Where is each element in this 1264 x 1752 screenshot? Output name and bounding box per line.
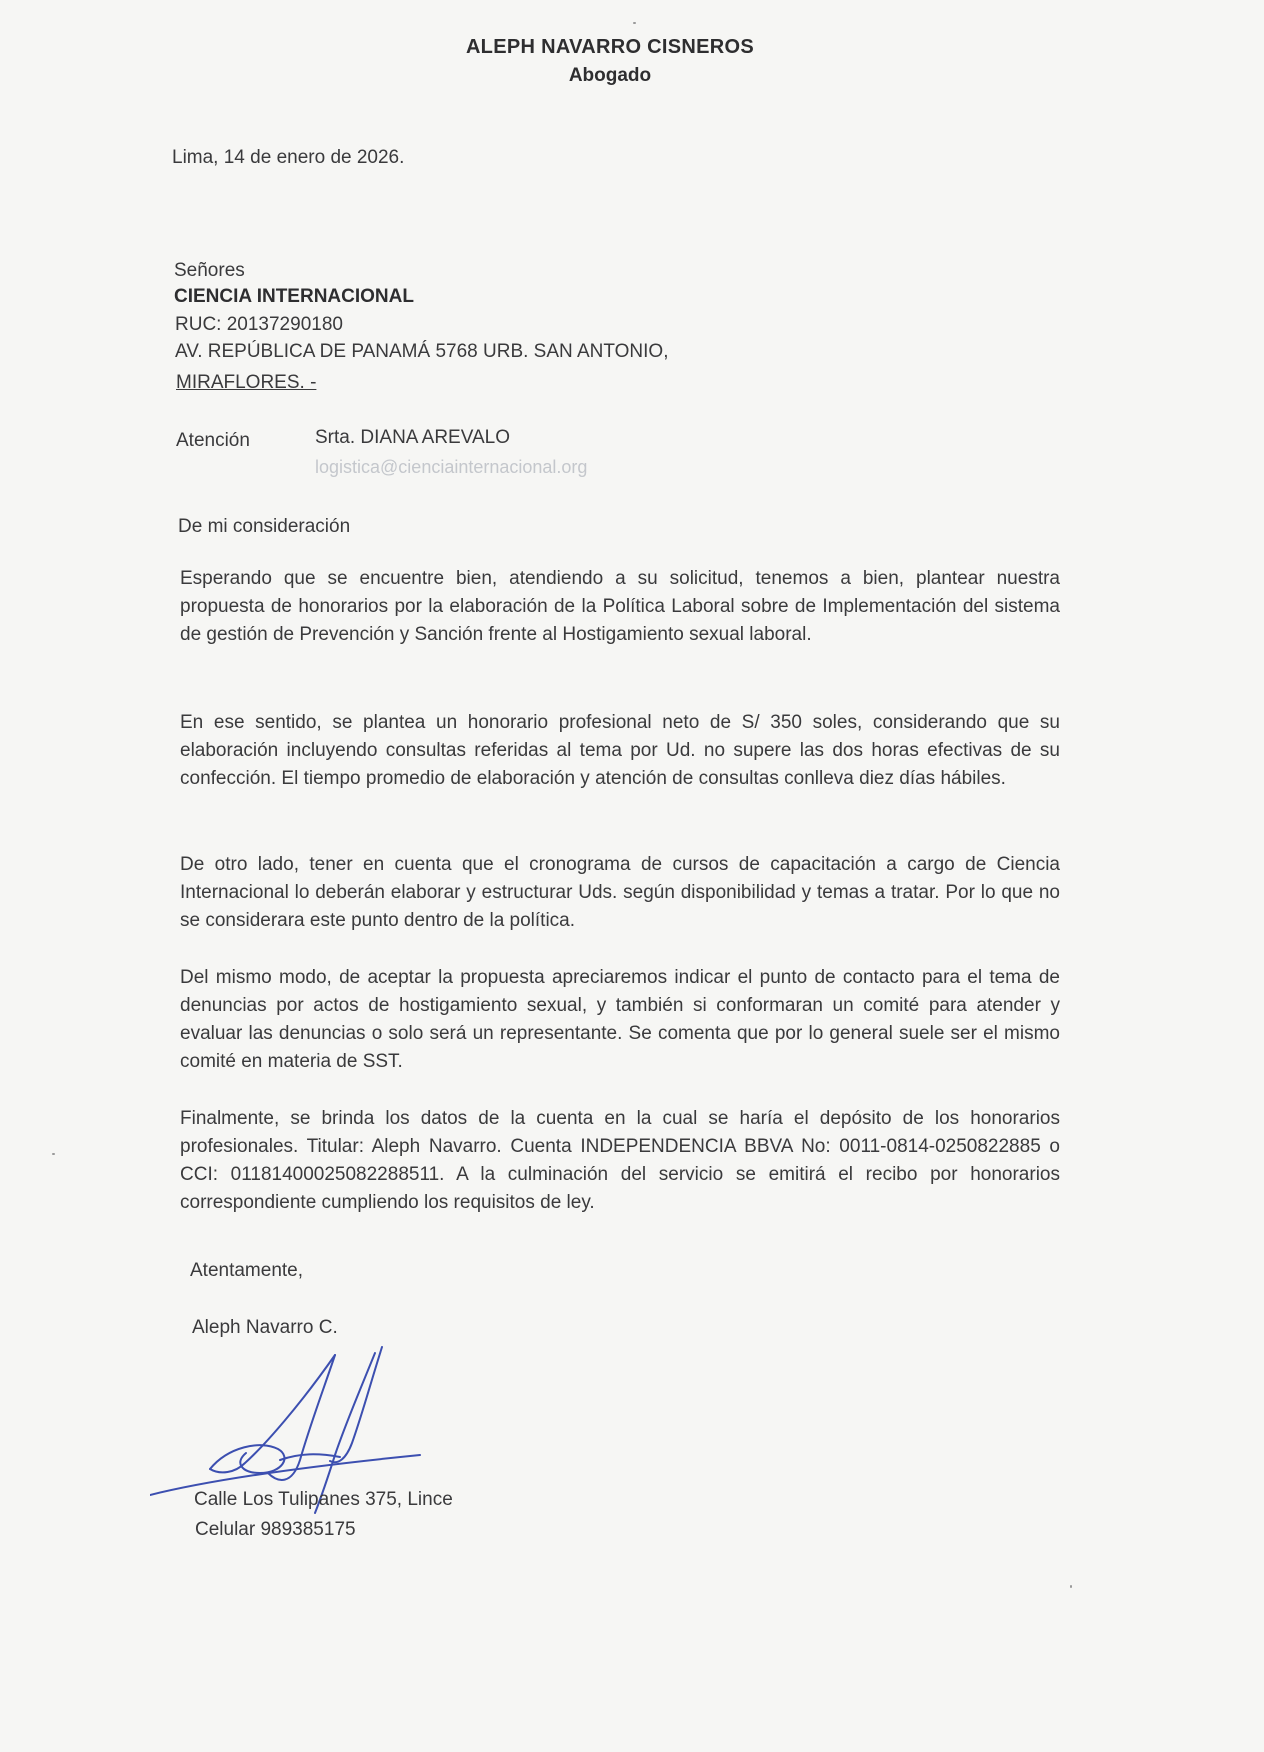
body-paragraph-3: De otro lado, tener en cuenta que el cronograma de cursos de capacitación a cargo de Ciencia Internacional lo deberán elaborar y estructurar Uds. según disponibilidad y temas a tratar. Por lo que no se considerara este punto dentro de la política. (180, 854, 1060, 931)
scan-speck (633, 22, 636, 24)
signature-stroke-loop (210, 1445, 284, 1473)
attention-email: logistica@cienciainternacional.org (315, 457, 588, 477)
greeting: De mi consideración (178, 516, 351, 537)
footer-address: Calle Los Tulipanes 375, Lince (194, 1489, 453, 1510)
letterhead (0, 36, 1220, 87)
scan-speck (52, 1153, 55, 1155)
signature-stroke-cross (280, 1454, 340, 1460)
date-line: Lima, 14 de enero de 2026. (172, 147, 405, 168)
body-paragraph-5: Finalmente, se brinda los datos de la cuenta en la cual se haría el depósito de los honorarios profesionales. Titular: Aleph Navarro. Cuenta INDEPENDENCIA BBVA No: 0011-0814-0250822885 o CCI: 01181400025082288511. A la culminación del servicio se emitirá el recibo por honorarios correspondiente cumpliendo los requisitos de ley. (180, 1108, 1060, 1213)
recipient-ruc: RUC: 20137290180 (175, 314, 343, 335)
body-paragraph-1: Esperando que se encuentre bien, atendiendo a su solicitud, tenemos a bien, plantear nuestra propuesta de honorarios por la elaboración de la Política Laboral sobre de Implementación del sistema de gestión de Prevención y Sanción frente al Hostigamiento sexual laboral. (180, 568, 1060, 645)
closing: Atentamente, (190, 1260, 304, 1281)
recipient-address: AV. REPÚBLICA DE PANAMÁ 5768 URB. SAN ANTONIO, (175, 341, 669, 362)
attention-label: Atención (176, 430, 250, 451)
recipient-salutation: Señores (174, 260, 245, 281)
attention-name: Srta. DIANA AREVALO (315, 427, 511, 448)
scan-speck (1070, 1585, 1072, 1588)
letterhead-name: ALEPH NAVARRO CISNEROS (465, 36, 755, 58)
recipient-company: CIENCIA INTERNACIONAL (174, 286, 414, 307)
signature-stroke-1 (268, 1355, 335, 1480)
letterhead-title: Abogado (568, 65, 652, 86)
signer-name: Aleph Navarro C. (192, 1317, 338, 1338)
footer-phone: Celular 989385175 (195, 1519, 356, 1540)
body-paragraph-2: En ese sentido, se plantea un honorario profesional neto de S/ 350 soles, considerando que su elaboración incluyendo consultas referidas al tema por Ud. no supere las dos horas efectivas de su confección. El tiempo promedio de elaboración y atención de consultas conlleva diez días hábiles. (180, 712, 1060, 789)
signature-icon (150, 1345, 480, 1545)
recipient-district: MIRAFLORES. - (176, 372, 317, 393)
body-paragraph-4: Del mismo modo, de aceptar la propuesta apreciaremos indicar el punto de contacto para el tema de denuncias por actos de hostigamiento sexual, y también si conformaran un comité para atender y evaluar las denuncias o solo será un representante. Se comenta que por lo general suele ser el mismo comité en materia de SST. (180, 967, 1060, 1072)
